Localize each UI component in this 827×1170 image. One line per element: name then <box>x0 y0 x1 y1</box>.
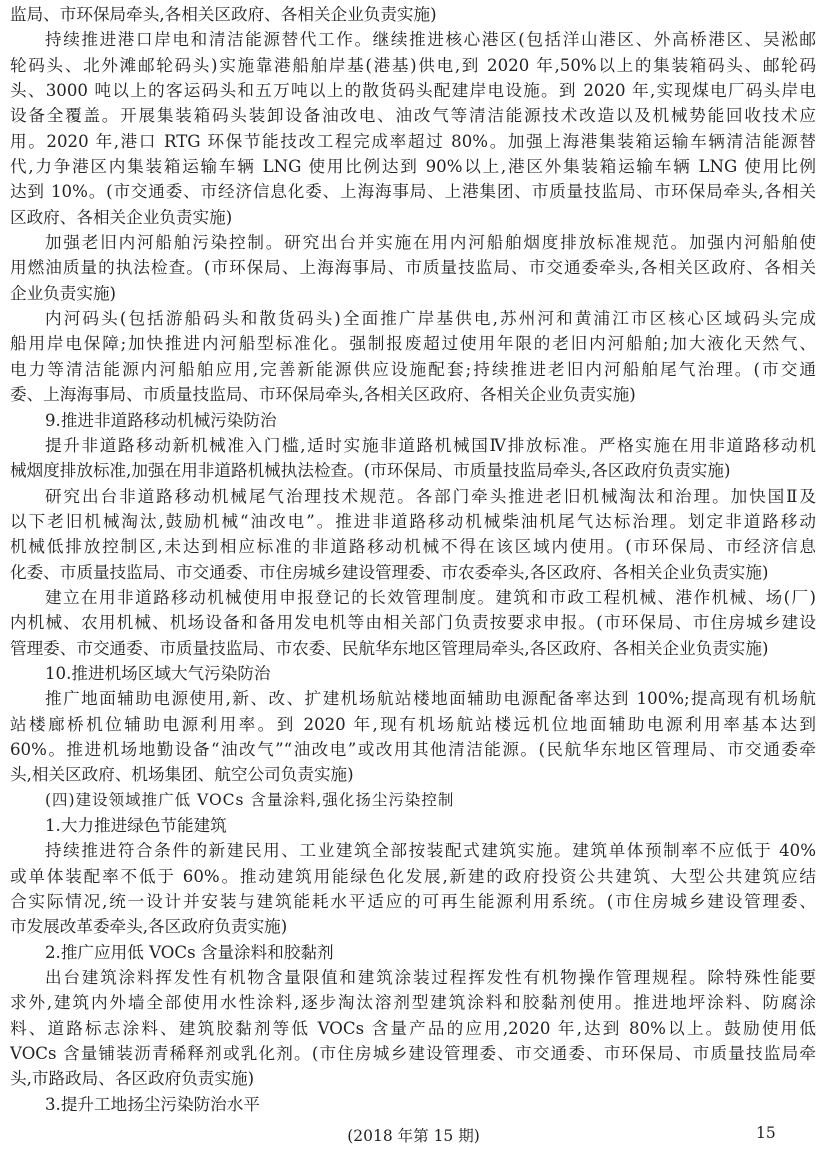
text-line: 出台建筑涂料挥发性有机物含量限值和建筑涂装过程挥发性有机物操作管理规程。除特殊性能要 <box>45 968 816 988</box>
page-number: 15 <box>756 1124 776 1142</box>
text-line: 头,相关区政府、机场集团、航空公司负责实施) <box>10 765 354 785</box>
text-line: 化委、市质量技监局、市交通委、市住房城乡建设管理委、市农委牵头,各区政府、各相关企业负责实施) <box>10 562 769 582</box>
text-line: 求外,建筑内外墙全部使用水性涂料,逐步淘汰溶剂型建筑涂料和胶黏剂使用。推进地坪涂料、防腐涂 <box>10 993 816 1013</box>
text-line: 研究出台非道路移动机械尾气治理技术规范。各部门牵头推进老旧机械淘汰和治理。加快国Ⅱ及 <box>45 486 816 506</box>
text-line: 用燃油质量的执法检查。(市环保局、上海海事局、市质量技监局、市交通委牵头,各相关区政府、各相关 <box>10 258 816 278</box>
text-line: 监局、市环保局牵头,各相关区政府、各相关企业负责实施) <box>10 5 437 24</box>
text-line: 企业负责实施) <box>10 283 117 303</box>
text-line: 委、上海海事局、市质量技监局、市环保局牵头,各相关区政府、各相关企业负责实施) <box>10 385 636 405</box>
text-line: 以下老旧机械淘汰,鼓励机械“油改电”。推进非道路移动机械柴油机尾气达标治理。划定非道路移动 <box>10 511 816 531</box>
text-line: 站楼廊桥机位辅助电源利用率。到 2020 年,现有机场航站楼远机位地面辅助电源利用率基本达到 <box>10 714 816 734</box>
text-line: 提升非道路移动新机械准入门槛,适时实施非道路机械国Ⅳ排放标准。严格实施在用非道路移动机 <box>45 435 816 455</box>
text-line: 电力等清洁能源内河船舶应用,完善新能源供应设施配套;持续推进老旧内河船舶尾气治理。(市交通 <box>10 359 816 379</box>
text-line: 市发展改革委牵头,各区政府负责实施) <box>10 917 288 937</box>
text-line: 用。2020 年,港口 RTG 环保节能技改工程完成率超过 80%。加强上海港集装箱运输车辆清洁能源替 <box>10 131 816 151</box>
text-line: 合实际情况,统一设计并安装与建筑能耗水平适应的可再生能源利用系统。(市住房城乡建设管理委、 <box>10 892 816 912</box>
text-line: 设备全覆盖。开展集装箱码头装卸设备油改电、油改气等清洁能源技术改造以及机械势能回收技术应 <box>10 106 816 126</box>
text-line: 头,市路政局、各区政府负责实施) <box>10 1069 255 1089</box>
text-line: VOCs 含量铺装沥青稀释剂或乳化剂。(市住房城乡建设管理委、市交通委、市环保局、市质量技监局牵 <box>10 1044 816 1064</box>
text-line: 9.推进非道路移动机械污染防治 <box>45 410 277 430</box>
text-line: 2.推广应用低 VOCs 含量涂料和胶黏剂 <box>45 942 334 962</box>
text-line: 达到 10%。(市交通委、市经济信息化委、上海海事局、上港集团、市质量技监局、市环保局牵头,各相关 <box>10 182 816 202</box>
issue-label: (2018 年第 15 期) <box>347 1127 480 1145</box>
text-line: 轮码头、北外滩邮轮码头)实施靠港船舶岸基(港基)供电,到 2020 年,50%以上的集装箱码头、邮轮码 <box>10 55 816 75</box>
text-line: 60%。推进机场地勤设备“油改气”“油改电”或改用其他清洁能源。(民航华东地区管理局、市交通委牵 <box>10 739 816 759</box>
text-line: 1.大力推进绿色节能建筑 <box>45 816 227 835</box>
text-line: 船用岸电保障;加快推进内河船型标准化。强制报废超过使用年限的老旧内河船舶;加大液化天然气、 <box>10 334 816 354</box>
text-line: 区政府、各相关企业负责实施) <box>10 207 233 227</box>
text-line: 10.推进机场区域大气污染防治 <box>45 663 271 683</box>
text-line: 或单体装配率不低于 60%。推动建筑用能绿色化发展,新建的政府投资公共建筑、大型公共建筑应结 <box>10 866 816 886</box>
document-body <box>10 2 816 1117</box>
text-line: 建立在用非道路移动机械使用申报登记的长效管理制度。建筑和市政工程机械、港作机械、场(厂) <box>45 587 816 607</box>
text-line: 机械低排放控制区,未达到相应标准的非道路移动机械不得在该区域内使用。(市环保局、市经济信息 <box>10 537 816 557</box>
text-line: 管理委、市交通委、市质量技监局、市农委、民航华东地区管理局牵头,各区政府、各相关企业负责实施) <box>10 638 769 658</box>
text-line: 3.提升工地扬尘污染防治水平 <box>45 1094 260 1114</box>
text-line: 持续推进符合条件的新建民用、工业建筑全部按装配式建筑实施。建筑单体预制率不应低于 40% <box>45 841 816 861</box>
text-line: 推广地面辅助电源使用,新、改、扩建机场航站楼地面辅助电源配备率达到 100%;提高现有机场航 <box>45 689 816 709</box>
text-line: 代,力争港区内集装箱运输车辆 LNG 使用比例达到 90%以上,港区外集装箱运输车辆 LNG 使用比例 <box>10 157 816 177</box>
text-line: 械烟度排放标准,加强在用非道路机械执法检查。(市环保局、市质量技监局牵头,各区政府负责实施) <box>10 461 731 481</box>
section-heading: (四)建设领域推广低 VOCs 含量涂料,强化扬尘污染控制 <box>45 790 455 809</box>
text-line: 内机械、农用机械、机场设备和备用发电机等由相关部门负责按要求申报。(市环保局、市住房城乡建设 <box>10 613 816 633</box>
text-line: 料、道路标志涂料、建筑胶黏剂等低 VOCs 含量产品的应用,2020 年,达到 80%以上。鼓励使用低 <box>10 1018 816 1038</box>
text-line: 头、3000 吨以上的客运码头和五万吨以上的散货码头配建岸电设施。到 2020 年,实现煤电厂码头岸电 <box>10 81 816 101</box>
text-line: 内河码头(包括游船码头和散货码头)全面推广岸基供电,苏州河和黄浦江市区核心区域码头完成 <box>45 309 816 329</box>
text-line: 持续推进港口岸电和清洁能源替代工作。继续推进核心港区(包括洋山港区、外高桥港区、吴淞邮 <box>45 30 816 50</box>
text-line: 加强老旧内河船舶污染控制。研究出台并实施在用内河船舶烟度排放标准规范。加强内河船舶使 <box>45 233 816 253</box>
